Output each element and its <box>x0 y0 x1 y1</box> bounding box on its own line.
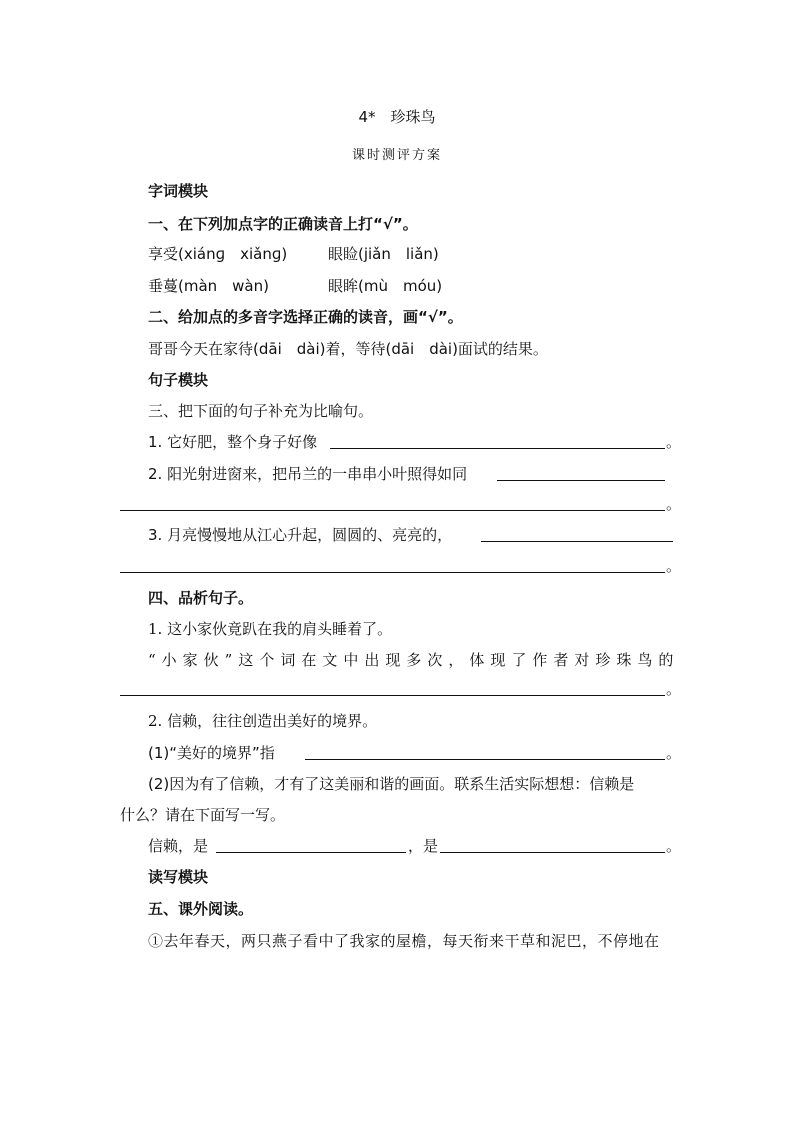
question-5-passage: ①去年春天，两只燕子看中了我家的屋檐，每天衔来干草和泥巴，不停地在 <box>148 932 660 950</box>
question-4-item-2: 2. 信赖，往往创造出美好的境界。 <box>148 712 378 730</box>
question-3-title: 三、把下面的句子补充为比喻句。 <box>148 402 374 420</box>
question-3-item-2: 2. 阳光射进窗来，把吊兰的一串串小叶照得如同 <box>148 465 468 483</box>
answer-blank[interactable] <box>481 541 673 542</box>
answer-blank[interactable] <box>120 695 665 696</box>
question-1-option-2: 眼睑(jiǎn liǎn) <box>328 245 439 263</box>
question-4-item-2-c-b: ，是 <box>408 837 439 855</box>
question-2-text: 哥哥今天在家待(dāi dài)着，等待(dāi dài)面试的结果。 <box>148 340 548 358</box>
answer-blank[interactable] <box>120 572 665 573</box>
period-mark: 。 <box>666 433 682 451</box>
question-4-item-2-b-line-1: (2)因为有了信赖，才有了这美丽和谐的画面。联系生活实际想想：信赖是 <box>148 775 635 793</box>
period-mark: 。 <box>666 744 682 762</box>
answer-blank[interactable] <box>440 852 665 853</box>
question-1-option-4: 眼眸(mù móu) <box>328 277 443 295</box>
question-1-option-1: 享受(xiánɡ xiǎnɡ) <box>148 245 288 263</box>
question-4-item-2-a: (1)“美好的境界”指 <box>148 744 275 762</box>
section-heading-sentences: 句子模块 <box>148 371 209 389</box>
question-1-title: 一、在下列加点字的正确读音上打“√”。 <box>148 215 418 233</box>
question-3-item-3: 3. 月亮慢慢地从江心升起，圆圆的、亮亮的， <box>148 526 453 544</box>
period-mark: 。 <box>666 680 682 698</box>
answer-blank[interactable] <box>497 480 665 481</box>
section-heading-words: 字词模块 <box>148 182 209 200</box>
period-mark: 。 <box>666 557 682 575</box>
question-3-item-1: 1. 它好肥，整个身子好像 <box>148 433 318 451</box>
lesson-subtitle: 课时测评方案 <box>351 148 442 163</box>
question-5-title: 五、课外阅读。 <box>148 900 254 918</box>
question-4-item-1: 1. 这小家伙竟趴在我的肩头睡着了。 <box>148 620 393 638</box>
period-mark: 。 <box>666 837 682 855</box>
question-4-item-1-text: “小家伙”这个词在文中出现多次，体现了作者对珍珠鸟的 <box>148 651 680 669</box>
answer-blank[interactable] <box>120 510 665 511</box>
answer-blank[interactable] <box>330 448 665 449</box>
question-4-item-2-c-a: 信赖，是 <box>148 837 209 855</box>
question-4-item-2-b-line-2: 什么？请在下面写一写。 <box>120 806 286 824</box>
lesson-title: 4* 珍珠鸟 <box>358 108 436 126</box>
period-mark: 。 <box>666 495 682 513</box>
answer-blank[interactable] <box>216 852 406 853</box>
section-heading-reading-writing: 读写模块 <box>148 868 209 886</box>
question-1-option-3: 垂蔓(màn wàn) <box>148 277 269 295</box>
question-4-title: 四、品析句子。 <box>148 589 254 607</box>
question-2-title: 二、给加点的多音字选择正确的读音，画“√”。 <box>148 308 463 326</box>
answer-blank[interactable] <box>305 759 665 760</box>
